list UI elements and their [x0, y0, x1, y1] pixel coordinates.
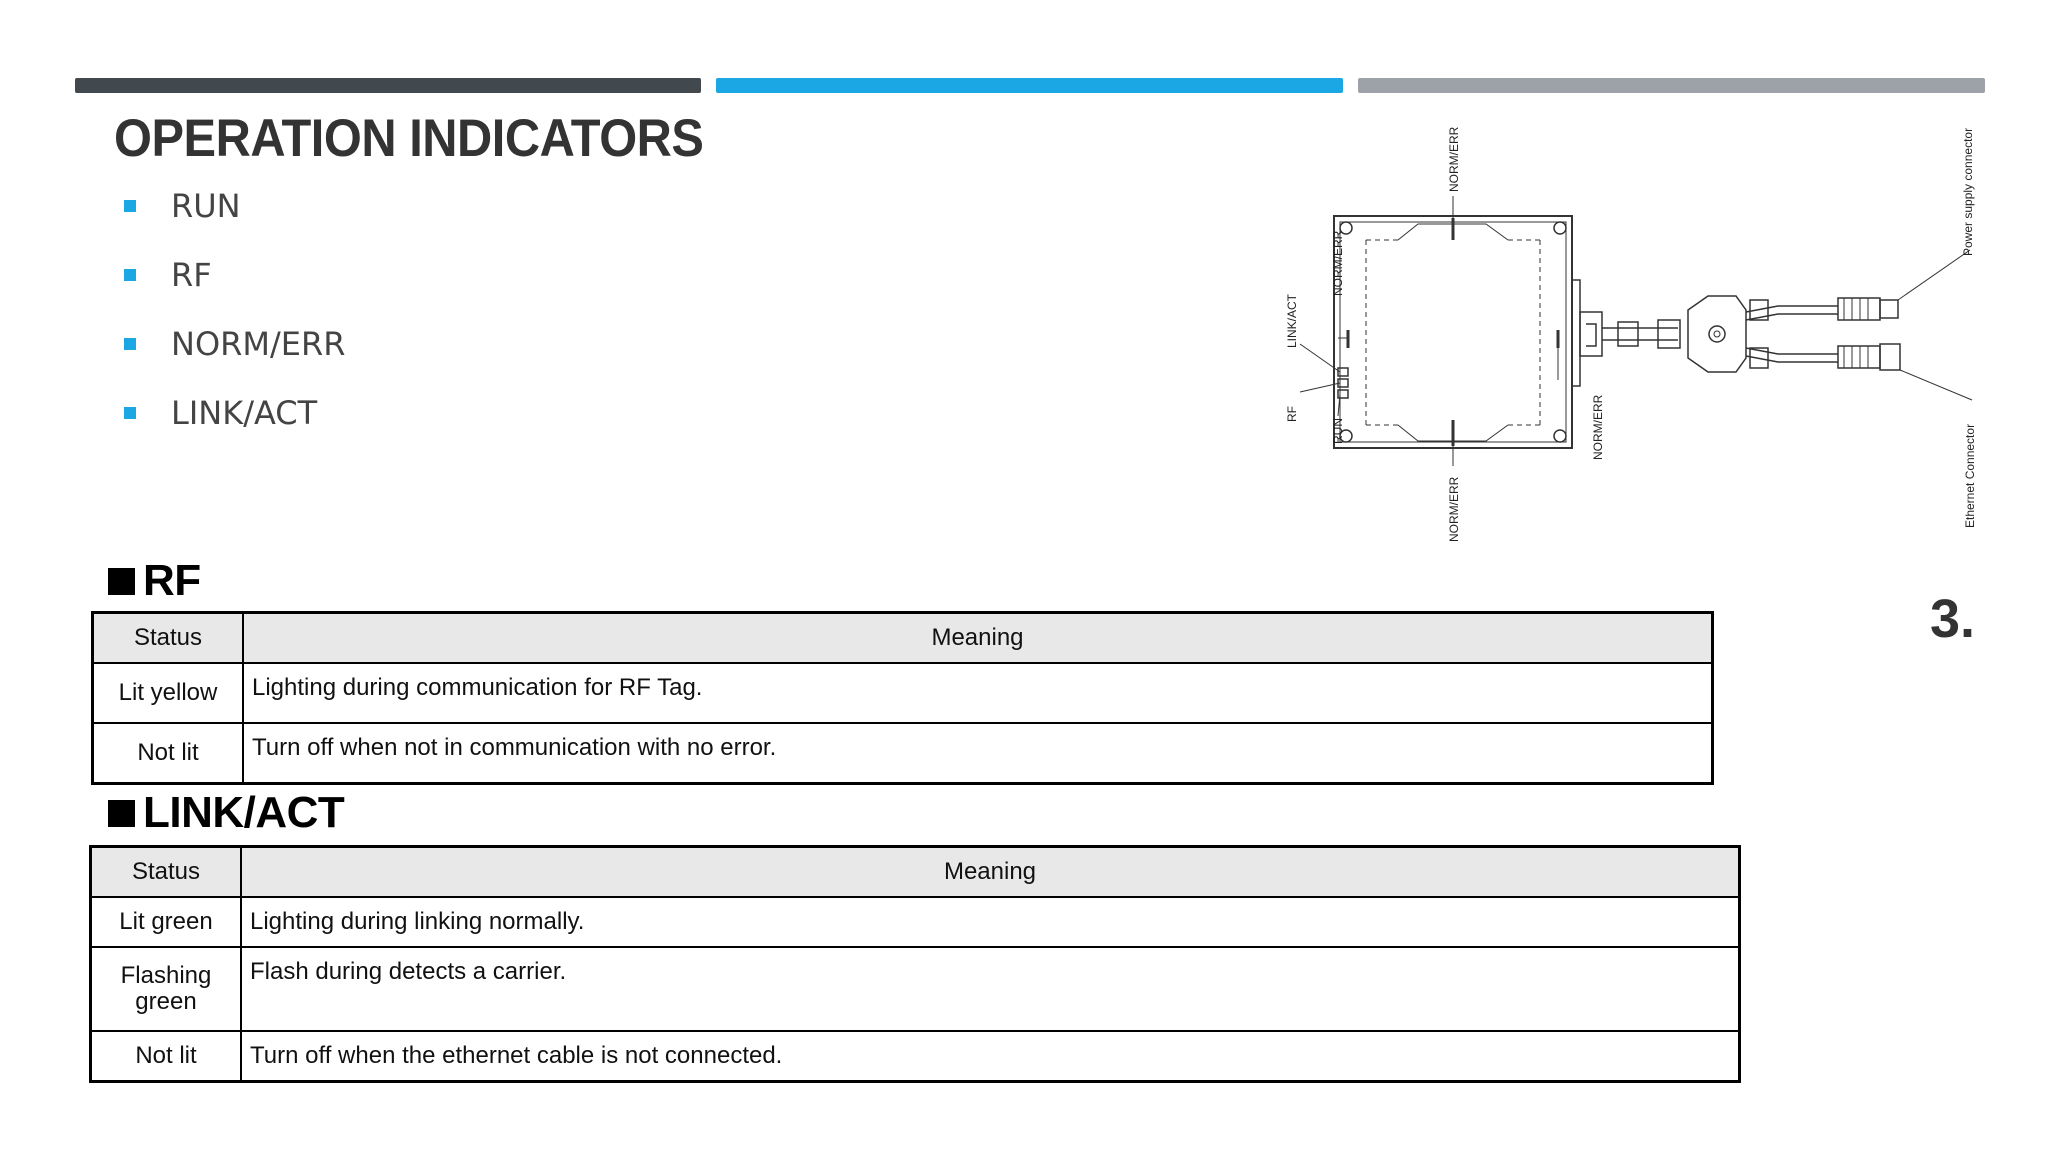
device-diagram [1258, 100, 1988, 550]
status-cell: Lit yellow [93, 663, 244, 723]
label-norm-err-right: NORM/ERR [1591, 394, 1605, 460]
bullet-item [124, 324, 345, 393]
label-rf: RF [1285, 406, 1299, 422]
ethernet-cable [1746, 348, 1838, 354]
bullet-text: RF [171, 256, 212, 294]
cable-gland-detail [1586, 324, 1596, 346]
bullet-text: LINK/ACT [171, 394, 318, 432]
header-meaning: Meaning [241, 847, 1740, 898]
link-act-heading-text: LINK/ACT [143, 788, 345, 837]
label-ethernet-connector: Ethernet Connector [1963, 423, 1977, 528]
rf-heading-text: RF [143, 556, 201, 605]
label-power-connector: Power supply connector [1961, 127, 1975, 256]
bullet-square-icon [124, 338, 136, 350]
inner-guide-lines [1366, 240, 1540, 425]
accent-bar-gray [1358, 78, 1985, 93]
power-plug-ridges [1844, 298, 1868, 320]
label-norm-err-bottom: NORM/ERR [1447, 476, 1461, 542]
meaning-cell: Lighting during linking normally. [241, 897, 1740, 947]
status-cell: Not lit [93, 723, 244, 784]
power-plug-tip [1880, 300, 1898, 318]
side-rail [1572, 280, 1580, 386]
device-housing [1334, 216, 1572, 448]
bullet-square-icon [124, 200, 136, 212]
ethernet-plug-tip [1880, 344, 1900, 370]
status-cell: Not lit [91, 1031, 242, 1082]
splitter-body [1688, 296, 1746, 372]
slide-title: OPERATION INDICATORS [114, 109, 704, 168]
bullet-text: RUN [171, 187, 241, 225]
header-meaning: Meaning [243, 613, 1713, 664]
bullet-item [124, 186, 345, 255]
inner-guide-lines [1366, 240, 1540, 425]
status-cell: Flashing green [91, 947, 242, 1031]
link-act-section-heading [108, 788, 344, 838]
label-norm-err-top: NORM/ERR [1447, 126, 1461, 192]
accent-bar-blue [716, 78, 1343, 93]
page-number: 3. [1930, 589, 1976, 649]
table-header-row [93, 613, 1713, 664]
rf-status-table [91, 611, 1714, 785]
ethernet-cable [1746, 356, 1838, 362]
ethernet-plug-ridges [1844, 346, 1868, 368]
header-status: Status [93, 613, 244, 664]
label-link-act: LINK/ACT [1285, 293, 1299, 348]
cable-clamp [1618, 322, 1638, 346]
meaning-cell: Turn off when the ethernet cable is not connected. [241, 1031, 1740, 1082]
device-inner-frame [1340, 222, 1566, 442]
rf-section-heading [108, 556, 201, 606]
table-row [91, 1031, 1740, 1082]
table-row [91, 897, 1740, 947]
bullet-square-icon [124, 269, 136, 281]
label-norm-err-left: NORM/ERR [1331, 230, 1345, 296]
leader-line [1900, 370, 1972, 400]
table-row [91, 947, 1740, 1031]
label-run: RUN [1331, 418, 1345, 444]
mount-hole-icon [1554, 430, 1566, 442]
power-cable [1746, 314, 1838, 320]
splitter-screw-center [1714, 331, 1720, 337]
leader-line [1898, 250, 1970, 300]
bullet-item [124, 393, 345, 462]
bullet-item [124, 255, 345, 324]
bullet-square-icon [124, 407, 136, 419]
meaning-cell: Turn off when not in communication with no error. [243, 723, 1713, 784]
table-row [93, 663, 1713, 723]
power-cable [1746, 306, 1838, 312]
bullet-text: NORM/ERR [171, 325, 346, 363]
indicator-bullet-list [124, 186, 345, 462]
splitter-screw-icon [1709, 326, 1725, 342]
header-status: Status [91, 847, 242, 898]
table-row [93, 723, 1713, 784]
meaning-cell: Flash during detects a carrier. [241, 947, 1740, 1031]
meaning-cell: Lighting during communication for RF Tag. [243, 663, 1713, 723]
cable [1602, 328, 1678, 340]
cable-gland [1580, 312, 1602, 356]
mount-hole-icon [1554, 222, 1566, 234]
heading-square-icon [108, 800, 135, 827]
link-act-status-table [89, 845, 1741, 1083]
table-header-row [91, 847, 1740, 898]
cable-clamp [1658, 320, 1680, 348]
accent-bar-dark [75, 78, 701, 93]
heading-square-icon [108, 568, 135, 595]
status-cell: Lit green [91, 897, 242, 947]
